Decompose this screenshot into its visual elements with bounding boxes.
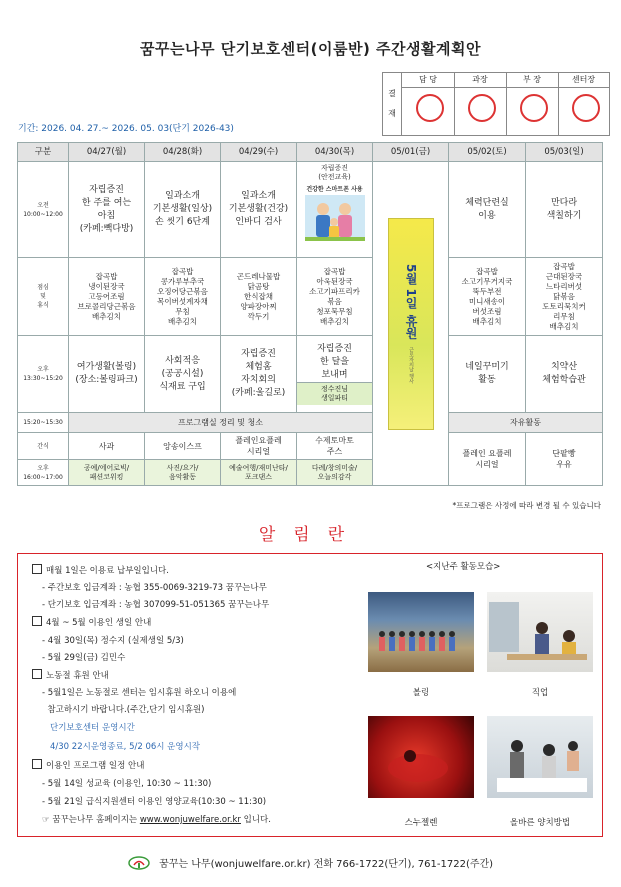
cell-sat: 플레인 요플레 시리얼	[449, 433, 526, 486]
cell-mon: 자립증진 한 주를 여는 아침 (카페:빽다방)	[69, 162, 145, 258]
job-photo	[487, 592, 593, 672]
notice-head: 4월 ~ 5월 이용인 생일 안내	[32, 616, 151, 628]
cell-wed: 자립증진 체험홈 자치회의 (카페:울길로)	[221, 336, 297, 413]
notice-line: - 4월 30일(목) 정수지 (실제생일 5/3)	[42, 636, 184, 646]
row-label: 간식	[18, 433, 69, 460]
cell-tue: 일과소개 기본생활(일상) 손 씻기 6단계	[145, 162, 221, 258]
notice-line: 참고하시기 바랍니다.(주간,단기 임시휴원)	[42, 705, 205, 715]
header-cell: 04/29(수)	[221, 143, 297, 162]
cell-tue: 앙송이스프	[145, 433, 221, 460]
period-text: 기간: 2026. 04. 27.~ 2026. 05. 03(단기 2026-43)	[18, 124, 234, 134]
checkbox-icon	[32, 759, 42, 769]
schedule-table	[17, 142, 603, 486]
toothbrush-photo	[487, 716, 593, 798]
cell-tue: 잡곡밥 콩가루부추국 오징어당근볶음 목이버섯계자채 무침 배추김치	[145, 258, 221, 336]
holiday-poster: 5월 1일 휴원 근로자의날 행사	[388, 218, 434, 430]
homepage-line: ☞ 꿈꾸는나무 홈페이지는 www.wonjuwelfare.or.kr 입니다.	[42, 815, 271, 825]
header-cell: 05/01(금)	[373, 143, 449, 162]
approval-cell-1: 담 당	[402, 73, 455, 135]
approval-cell-2: 과장	[454, 73, 507, 135]
birthday-event: 정수진님 생일파티	[297, 382, 372, 405]
afternoon-row	[18, 336, 603, 413]
seal-stamp	[520, 94, 548, 122]
caption-job: 직업	[531, 688, 549, 698]
cell-thu: 자립증진 (안전교육) 건강한 스마트폰 사용	[297, 162, 373, 258]
notice-line: - 5월1일은 노동절로 센터는 임시휴원 하오니 이용에	[42, 688, 237, 698]
gallery-title: <지난주 활동모습>	[426, 562, 501, 572]
cell-sat: 체력단련실 이용	[449, 162, 526, 258]
row-label: 오후 16:00~17:00	[18, 460, 69, 486]
snack-row	[18, 433, 603, 460]
cell-mon: 잡곡밥 냉이된장국 고등어조림 브로콜리당근볶음 배추김치	[69, 258, 145, 336]
header-cell: 05/02(토)	[449, 143, 526, 162]
cell-wed: 플레인요플레 시리얼	[221, 433, 297, 460]
cell-mon: 사과	[69, 433, 145, 460]
row-label: 점심 및 휴식	[18, 258, 69, 336]
header-row	[18, 143, 603, 162]
cell-mon: 여가생활(볼링) (장소:볼링파크)	[69, 336, 145, 413]
notice-head: 이용인 프로그램 일정 안내	[32, 759, 144, 771]
cell-sat: 네일꾸미기 활동	[449, 336, 526, 413]
table-note: *프로그램은 사정에 따라 변경 될 수 있습니다	[452, 501, 601, 510]
cell-mon: 공예/에어로빅/ 패션코위킹	[69, 460, 145, 486]
notice-line: - 주간보호 입금계좌 : 농협 355-0069-3219-73 꿈꾸는나무	[42, 583, 267, 593]
caption-toothbrush: 올바른 양치방법	[509, 818, 571, 828]
seal-stamp	[572, 94, 600, 122]
bowling-photo	[368, 592, 474, 672]
notice-head: 노동절 휴원 안내	[32, 669, 109, 681]
page-title: 꿈꾸는나무 단기보호센터(이룸반) 주간생활계획안	[140, 40, 481, 58]
row-label: 오전 10:00~12:00	[18, 162, 69, 258]
cell-thu: 자립증진 한 달을 보내며 정수진님 생일파티	[297, 336, 373, 413]
notice-line: - 단기보호 입금계좌 : 농협 307099-51-051365 꿈꾸는나무	[42, 600, 270, 610]
checkbox-icon	[32, 669, 42, 679]
approval-cell-4: 센터장	[558, 73, 609, 135]
notice-hours-title: 단기보호센터 운영시간	[50, 723, 135, 733]
caption-bowling: 볼링	[412, 688, 430, 698]
seal-stamp	[468, 94, 496, 122]
morning-row	[18, 162, 603, 258]
free-activity-cell: 자유활동	[449, 413, 603, 433]
approval-cell-3: 부 장	[506, 73, 559, 135]
row-label: 오후 13:30~15:20	[18, 336, 69, 413]
notice-title: 알림란	[258, 525, 363, 545]
approval-box	[382, 72, 610, 136]
cell-tue: 사진/요가/ 음악활동	[145, 460, 221, 486]
notice-head: 매월 1일은 이용료 납부일입니다.	[32, 564, 169, 576]
cell-thu: 수제토마토 주스	[297, 433, 373, 460]
approval-label: 결 재	[383, 73, 402, 135]
cell-thu: 잡곡밥 아욱된장국 소고기파프리카 볶음 청포묵무침 배추김치	[297, 258, 373, 336]
cell-wed: 일과소개 기본생활(건강) 인바디 검사	[221, 162, 297, 258]
header-cell: 04/27(월)	[69, 143, 145, 162]
header-cell: 05/03(일)	[526, 143, 603, 162]
cleanup-row	[18, 413, 603, 433]
notice-line: - 5월 14일 성교육 (이용인, 10:30 ~ 11:30)	[42, 779, 212, 789]
homepage-link[interactable]: www.wonjuwelfare.or.kr	[139, 815, 241, 825]
header-cell: 구분	[18, 143, 69, 162]
checkbox-icon	[32, 616, 42, 626]
checkbox-icon	[32, 564, 42, 574]
cell-sun: 잡곡밥 근대된장국 느타리버섯 닭볶음 도토리묵치커 리무침 배추김치	[526, 258, 603, 336]
lunch-row	[18, 258, 603, 336]
cell-sun: 만다라 색칠하기	[526, 162, 603, 258]
notice-line: - 5월 29일(금) 김민수	[42, 653, 126, 663]
notice-box	[17, 553, 603, 837]
cell-sun: 치약산 체험학습관	[526, 336, 603, 413]
cleanup-cell: 프로그램실 정리 및 청소	[69, 413, 373, 433]
snoezelen-photo	[368, 716, 474, 798]
seal-stamp	[416, 94, 444, 122]
cell-tue: 사회적응 (공공시설) 식재료 구입	[145, 336, 221, 413]
notice-line: - 5월 21일 급식지원센터 이용인 영양교육(10:30 ~ 11:30)	[42, 797, 267, 807]
family-illustration	[305, 195, 365, 241]
footer: 꿈꾸는 나무(wonjuwelfare.or.kr) 전화 766-1722(단기), 761-1722(주간)	[0, 855, 621, 870]
header-cell: 04/30(목)	[297, 143, 373, 162]
cell-sun: 단팥빵 우유	[526, 433, 603, 486]
cell-thu: 다례/창의미술/ 오늘의감각	[297, 460, 373, 486]
cell-wed: 예술여행/재미난타/ 포크댄스	[221, 460, 297, 486]
cell-sat: 잡곡밥 소고기무거지국 뚝두부전 미니새송이 버섯조림 배추김치	[449, 258, 526, 336]
row-label: 15:20~15:30	[18, 413, 69, 433]
cell-wed: 곤드레나물밥 닭곰탕 한식잡채 양파장아찌 깍두기	[221, 258, 297, 336]
header-cell: 04/28(화)	[145, 143, 221, 162]
caption-snoezelen: 스누젤렌	[404, 818, 438, 828]
notice-hours: 4/30 22시운영종료, 5/2 06시 운영시작	[50, 742, 201, 752]
holiday-poster-cell	[373, 162, 449, 486]
tree-logo-icon	[128, 856, 150, 870]
